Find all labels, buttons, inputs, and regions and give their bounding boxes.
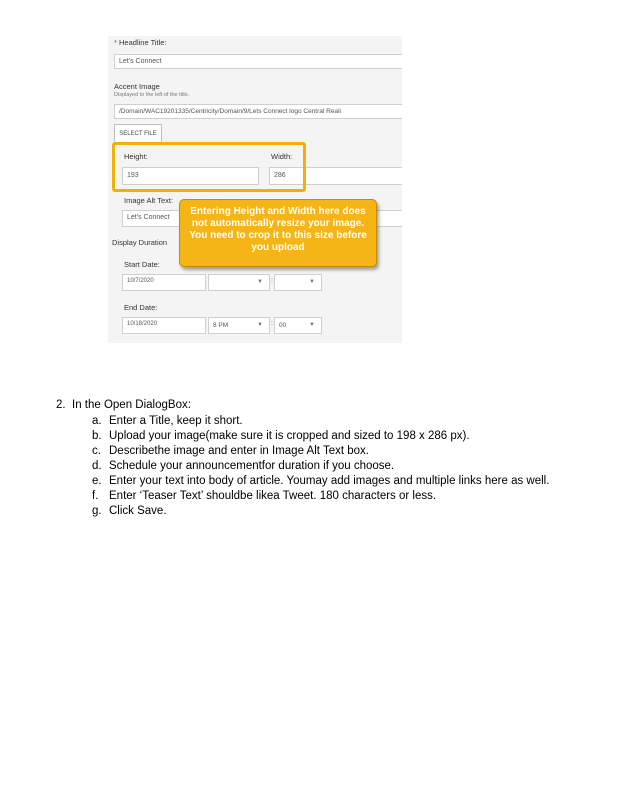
accent-image-label: Accent Image — [114, 82, 160, 91]
chevron-down-icon: ▼ — [257, 322, 263, 328]
accent-image-help: Displayed to the left of the title. — [114, 92, 190, 98]
end-date-input[interactable]: 10/18/2020 — [122, 317, 206, 334]
step-heading — [56, 399, 191, 411]
list-item: e. Enter your text into body of article. Youmay add images and multiple links here as well. — [92, 475, 550, 487]
callout-note: Entering Height and Width here does not automatically resize your image. You need to crop it to this size before you upload — [179, 199, 377, 267]
start-date-label: Start Date: — [124, 260, 160, 269]
height-label: Height: — [124, 152, 148, 161]
start-hour-select[interactable] — [208, 274, 270, 291]
list-item: f. Enter ‘Teaser Text’ shouldbe likea Tweet. 180 characters or less. — [92, 490, 437, 502]
headline-label: * Headline Title: — [114, 38, 167, 47]
list-item: a. Enter a Title, keep it short. — [92, 415, 243, 427]
end-date-label: End Date: — [124, 303, 158, 312]
time-colon: : — [271, 277, 273, 284]
list-item: b. Upload your image(make sure it is cropped and sized to 198 x 286 px). — [92, 430, 470, 442]
list-item: c. Describethe image and enter in Image Alt Text box. — [92, 445, 369, 457]
end-minute-select[interactable]: 00 ▼ — [274, 317, 322, 334]
alt-text-label: Image Alt Text: — [124, 196, 174, 205]
time-colon: : — [271, 320, 273, 327]
alt-text-input[interactable]: Let's Connect — [122, 210, 402, 227]
start-minute-select[interactable] — [274, 274, 322, 291]
chevron-down-icon: ▼ — [309, 279, 315, 285]
width-label: Width: — [271, 152, 293, 161]
step-title: In the Open DialogBox: — [72, 399, 191, 411]
height-width-highlight — [112, 142, 306, 192]
list-item: d. Schedule your announcementfor duration if you choose. — [92, 460, 395, 472]
chevron-down-icon: ▼ — [309, 322, 315, 328]
list-item: g. Click Save. — [92, 505, 167, 517]
chevron-down-icon: ▼ — [257, 279, 263, 285]
width-input[interactable]: 286 — [269, 167, 402, 185]
headline-input[interactable]: Let's Connect — [114, 54, 402, 69]
end-hour-select[interactable]: 8 PM ▼ — [208, 317, 270, 334]
start-date-input[interactable]: 10/7/2020 — [122, 274, 206, 291]
step-number: 2. — [56, 399, 66, 411]
height-input[interactable]: 193 — [122, 167, 259, 185]
display-duration-label: Display Duration — [112, 238, 168, 247]
select-file-button[interactable]: SELECT FILE — [114, 124, 162, 144]
instruction-list — [92, 414, 549, 519]
accent-image-path[interactable]: /Domain/WAC19201335/Centricity/Domain/9/Lets Connect logo Central Reali — [114, 104, 402, 119]
